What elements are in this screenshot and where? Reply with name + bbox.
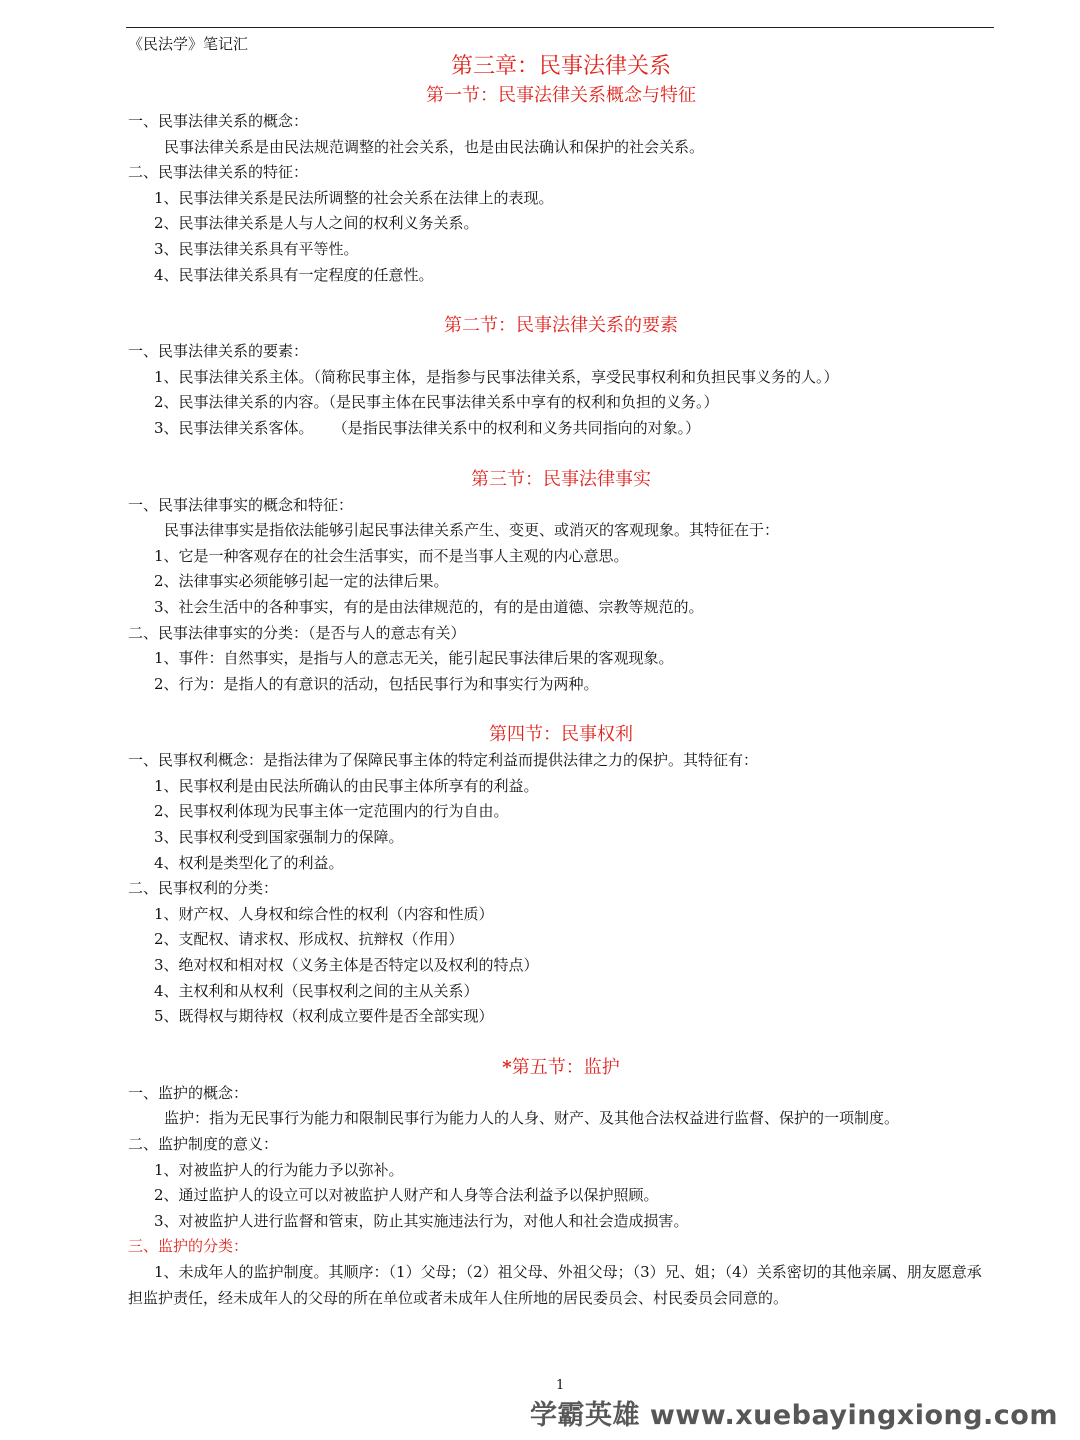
list-item: 3、社会生活中的各种事实，有的是由法律规范的，有的是由道德、宗教等规范的。 bbox=[154, 597, 704, 616]
heading-line: 一、民事法律关系的概念： bbox=[128, 112, 309, 130]
document-body bbox=[128, 52, 994, 1311]
star-marker: * bbox=[502, 1056, 512, 1078]
heading-line: 二、民事权利的分类： bbox=[128, 879, 279, 898]
list-item: 2、通过监护人的设立可以对被监护人财产和人身等合法利益予以保护照顾。 bbox=[154, 1186, 659, 1205]
list-item: 4、民事法律关系具有一定程度的任意性。 bbox=[154, 265, 434, 284]
list-item: 5、既得权与期待权（权利成立要件是否全部实现） bbox=[154, 1007, 494, 1026]
list-item: 4、主权利和从权利（民事权利之间的主从关系） bbox=[154, 981, 479, 1000]
heading-line: 二、民事法律关系的特征： bbox=[128, 163, 309, 182]
list-item: 3、对被监护人进行监督和管束，防止其实施违法行为，对他人和社会造成损害。 bbox=[154, 1211, 689, 1230]
list-item: 2、支配权、请求权、形成权、抗辩权（作用） bbox=[154, 930, 464, 949]
list-item: 1、财产权、人身权和综合性的权利（内容和性质） bbox=[154, 904, 494, 923]
section-title: 第三节：民事法律事实 bbox=[471, 468, 651, 490]
list-item: 2、行为：是指人的有意识的活动，包括民事行为和事实行为两种。 bbox=[154, 674, 599, 693]
body-line: 民事法律关系是由民法规范调整的社会关系，也是由民法确认和保护的社会关系。 bbox=[164, 137, 705, 156]
list-item: 3、民事法律关系具有平等性。 bbox=[154, 239, 359, 258]
heading-line: 一、民事权利概念：是指法律为了保障民事主体的特定利益而提供法律之力的保护。其特征有： bbox=[128, 751, 759, 770]
list-item: 1、事件：自然事实，是指与人的意志无关，能引起民事法律后果的客观现象。 bbox=[154, 649, 674, 668]
header-label: 《民法学》笔记汇 bbox=[128, 35, 249, 53]
heading-line-highlighted: 三、监护的分类： bbox=[128, 1237, 249, 1256]
header-rule bbox=[126, 27, 994, 28]
list-item: 1、民事法律关系主体。（简称民事主体，是指参与民事法律关系，享受民事权利和负担民事义务的人。） bbox=[154, 367, 839, 386]
list-item: 2、民事法律关系是人与人之间的权利义务关系。 bbox=[154, 214, 479, 233]
list-item: 3、民事权利受到国家强制力的保障。 bbox=[154, 828, 404, 847]
list-item: 3、绝对权和相对权（义务主体是否特定以及权利的特点） bbox=[154, 956, 539, 975]
list-item: 1、对被监护人的行为能力予以弥补。 bbox=[154, 1160, 404, 1179]
heading-line: 一、民事法律事实的概念和特征： bbox=[128, 495, 354, 514]
list-item: 2、民事权利体现为民事主体一定范围内的行为自由。 bbox=[154, 802, 509, 821]
body-paragraph: 监护：指为无民事行为能力和限制民事行为能力人的人身、财产、及其他合法权益进行监督、保护的一项制度。 bbox=[164, 1109, 900, 1128]
heading-line: 二、民事法律事实的分类：（是否与人的意志有关） bbox=[128, 623, 466, 642]
list-item: 1、它是一种客观存在的社会生活事实，而不是当事人主观的内心意思。 bbox=[154, 546, 629, 565]
list-item: 1、民事权利是由民法所确认的由民事主体所享有的利益。 bbox=[154, 776, 539, 795]
body-line: 民事法律事实是指依法能够引起民事法律关系产生、变更、或消灭的客观现象。其特征在于： bbox=[164, 521, 780, 540]
section-title bbox=[128, 1055, 994, 1081]
page-number: 1 bbox=[556, 1378, 565, 1393]
section-title: 第二节：民事法律关系的要素 bbox=[444, 315, 678, 337]
section-title: 第四节：民事权利 bbox=[489, 724, 633, 746]
heading-line: 一、监护的概念： bbox=[128, 1083, 249, 1102]
heading-line: 一、民事法律关系的要素： bbox=[128, 342, 309, 361]
list-item: 2、法律事实必须能够引起一定的法律后果。 bbox=[154, 572, 449, 591]
heading-line: 二、监护制度的意义： bbox=[128, 1135, 279, 1153]
list-item: 2、民事法律关系的内容。（是民事主体在民事法律关系中享有的权利和负担的义务。） bbox=[154, 393, 719, 412]
list-item: 3、民事法律关系客体。 （是指民事法律关系中的权利和义务共同指向的对象。） bbox=[154, 418, 701, 437]
list-item: 1、民事法律关系是民法所调整的社会关系在法律上的表现。 bbox=[154, 188, 554, 207]
chapter-title: 第三章：民事法律关系 bbox=[450, 54, 671, 79]
watermark: 学霸英雄 www.xuebayingxiong.com bbox=[529, 1400, 1058, 1431]
list-item: 4、权利是类型化了的利益。 bbox=[154, 853, 344, 872]
section-title-text: 第五节：监护 bbox=[511, 1056, 620, 1078]
body-paragraph: 1、未成年人的监护制度。其顺序：（1）父母；（2）祖父母、外祖父母；（3）兄、姐；（4）关系密切的其他亲属、朋友愿意承担监护责任，经未成年人的父母的所在单位或者未成年人住所地的居民委员会、村民委员会同意的。 bbox=[128, 1262, 982, 1307]
section-title: 第一节：民事法律关系概念与特征 bbox=[426, 85, 696, 106]
